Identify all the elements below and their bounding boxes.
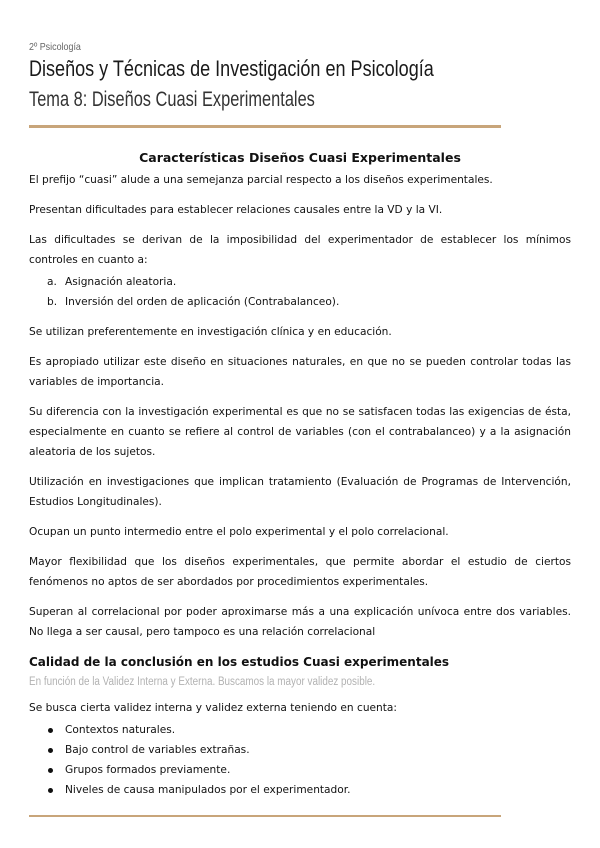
footer-divider (29, 815, 501, 817)
section-heading-characteristics: Características Diseños Cuasi Experimentales (139, 150, 461, 165)
paragraph: Su diferencia con la investigación experimental es que no se satisfacen todas las exigencias de ésta, especialmente en cuanto se refiere al control de variables (con el contrabalanceo) y a la asignación aleatoria de los sujetos. (29, 406, 571, 458)
header-divider (29, 125, 501, 128)
paragraph: Presentan dificultades para establecer relaciones causales entre la VD y la VI. (29, 204, 443, 216)
bullet-icon (48, 768, 53, 773)
accent-subheading: En función de la Validez Interna y Externa. Buscamos la mayor validez posible. (29, 676, 376, 688)
list-item (29, 780, 571, 800)
paragraph: Ocupan un punto intermedio entre el polo experimental y el polo correlacional. (29, 526, 449, 538)
list-marker: b. (47, 296, 58, 308)
paragraph: Mayor flexibilidad que los diseños experimentales, que permite abordar el estudio de ciertos fenómenos no aptos de ser abordados por procedimientos experimentales. (29, 556, 571, 588)
bullet-icon (48, 728, 53, 733)
paragraph: Las dificultades se derivan de la imposibilidad del experimentador de establecer los mínimos controles en cuanto a: (29, 234, 571, 266)
list-marker: a. (47, 276, 57, 288)
paragraph: Utilización en investigaciones que implican tratamiento (Evaluación de Programas de Intervención, Estudios Longitudinales). (29, 476, 571, 508)
section-heading-quality: Calidad de la conclusión en los estudios Cuasi experimentales (29, 655, 450, 669)
list-item-text: Inversión del orden de aplicación (Contrabalanceo). (65, 296, 340, 308)
validity-bullet-list (29, 720, 571, 800)
paragraph: El prefijo “cuasi” alude a una semejanza parcial respecto a los diseños experimentales. (29, 174, 493, 186)
paragraph: Superan al correlacional por poder aproximarse más a una explicación unívoca entre dos variables. No llega a ser causal, pero tampoco es una relación correlacional (29, 606, 571, 638)
bullet-icon (48, 788, 53, 793)
list-item (29, 760, 571, 780)
list-item (29, 720, 571, 740)
list-item-text: Grupos formados previamente. (65, 764, 231, 776)
controls-list (29, 272, 571, 312)
paragraph: Se utilizan preferentemente en investigación clínica y en educación. (29, 326, 392, 338)
list-item-text: Contextos naturales. (65, 724, 176, 736)
document-subtitle: Tema 8: Diseños Cuasi Experimentales (29, 88, 315, 111)
list-item (29, 292, 571, 312)
list-item-text: Niveles de causa manipulados por el experimentador. (65, 784, 351, 796)
document-title: Diseños y Técnicas de Investigación en Psicología (29, 56, 434, 81)
document-body (29, 148, 571, 800)
bullet-icon (48, 748, 53, 753)
list-item (29, 740, 571, 760)
course-label: 2º Psicología (29, 41, 81, 53)
paragraph: Es apropiado utilizar este diseño en situaciones naturales, en que no se pueden controlar todas las variables de importancia. (29, 356, 571, 388)
list-item-text: Bajo control de variables extrañas. (65, 744, 250, 756)
paragraph: Se busca cierta validez interna y validez externa teniendo en cuenta: (29, 702, 397, 714)
list-item-text: Asignación aleatoria. (65, 276, 177, 288)
list-item (29, 272, 571, 292)
